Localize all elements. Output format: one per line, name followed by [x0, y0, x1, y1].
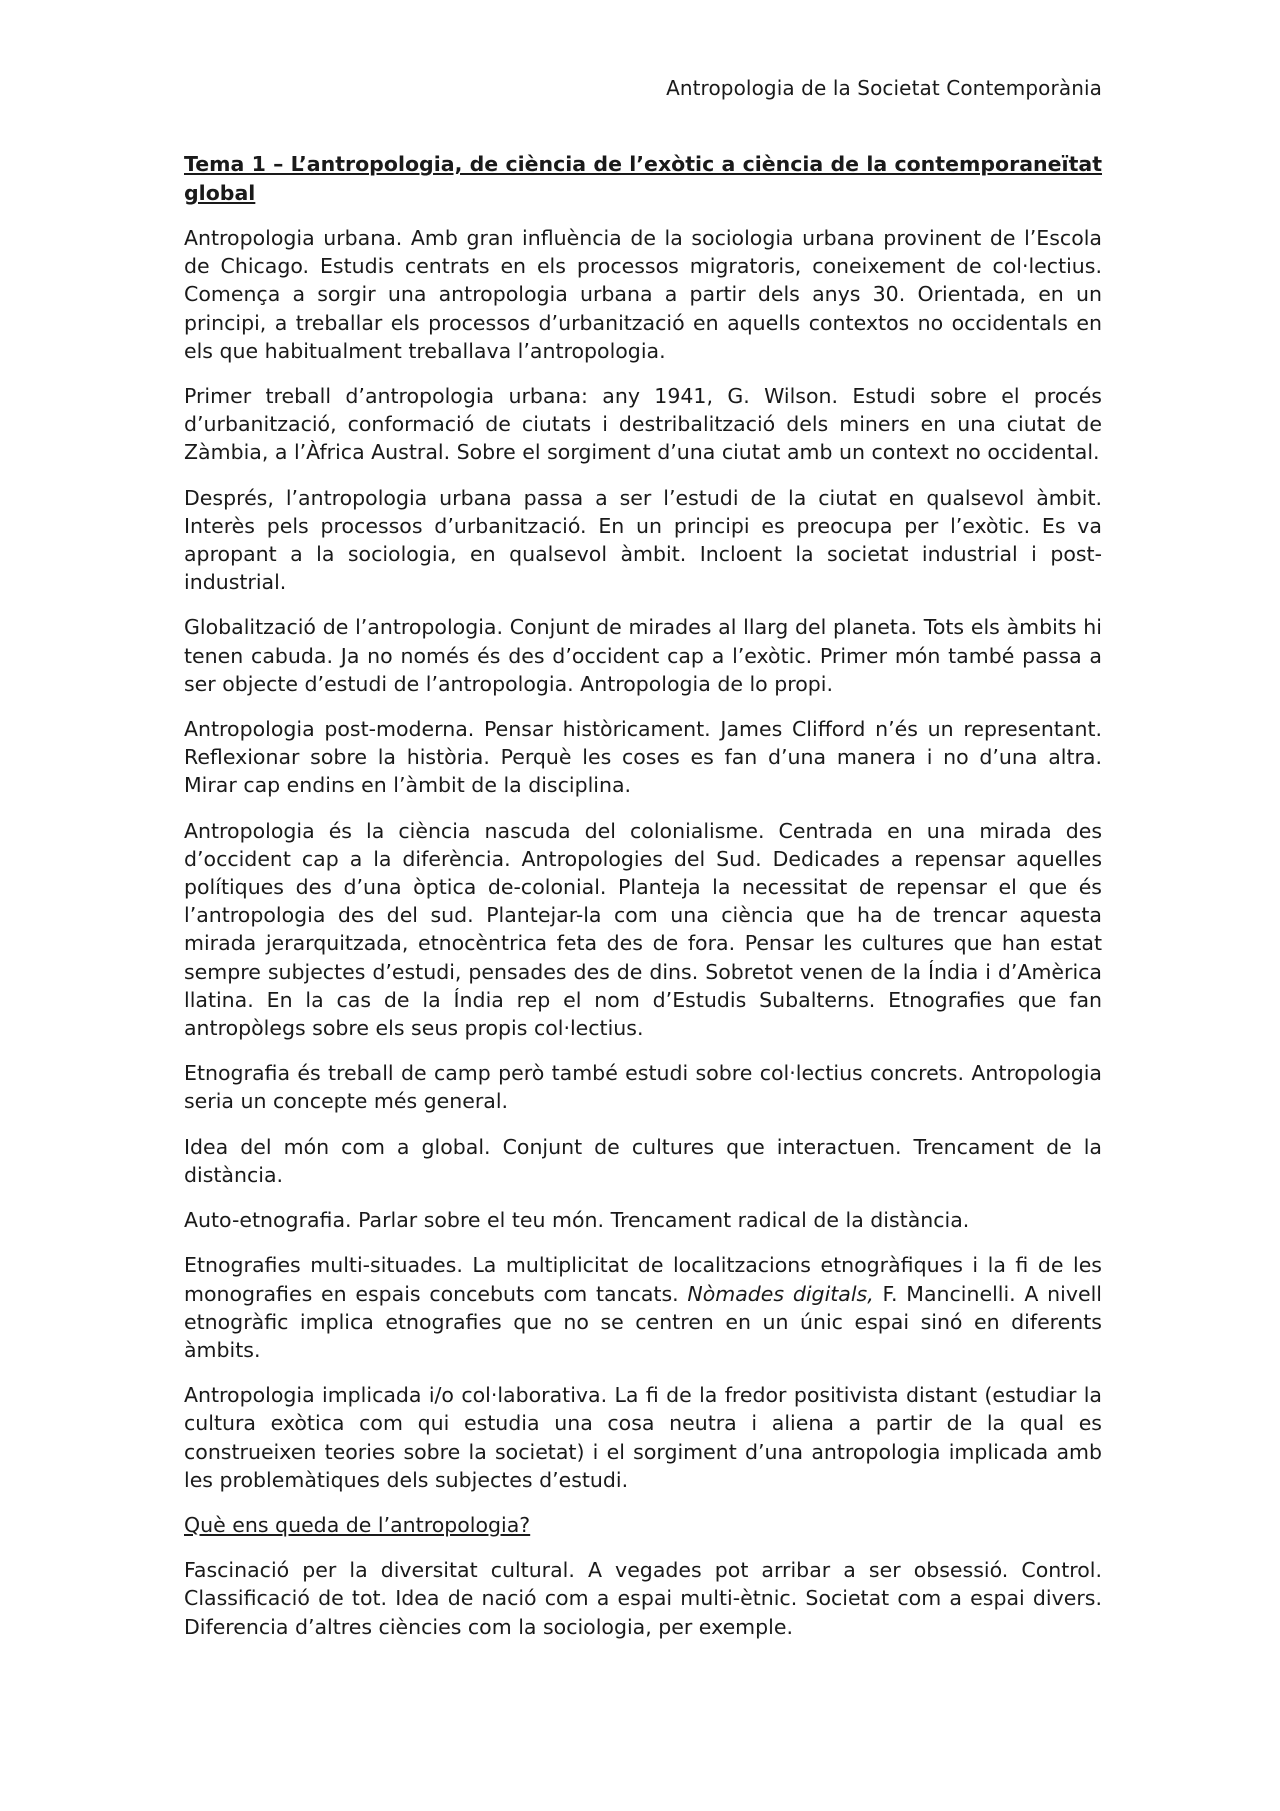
- subheading: Què ens queda de l’antropologia?: [184, 1512, 531, 1537]
- document-body: [184, 150, 1102, 1658]
- paragraph-closing: Fascinació per la diversitat cultural. A vegades pot arribar a ser obsessió. Control. Classificació de tot. Idea de nació com a espai multi-ètnic. Societat com a espai divers. Diferencia d’altres ciències com la sociologia, per exemple.: [184, 1558, 1102, 1639]
- paragraph-postmodern: Antropologia post-moderna. Pensar històricament. James Clifford n’és un representant. Reflexionar sobre la història. Perquè les coses es fan d’una manera i no d’una altra. Mirar cap endins en l’àmbit de la disciplina.: [184, 717, 1102, 798]
- paragraph-implicated: Antropologia implicada i/o col·laborativa. La fi de la fredor positivista distant (estudiar la cultura exòtica com qui estudia una cosa neutra i aliena a partir de la qual es construeixen teories sobre la societat) i el sorgiment d’una antropologia implicada amb les problemàtiques dels subjectes d’estudi.: [184, 1383, 1102, 1492]
- multi-sited-italic-title: Nòmades digitals,: [687, 1281, 874, 1306]
- paragraph-urban-anthropology: Antropologia urbana. Amb gran influència de la sociologia urbana provinent de l’Escola de Chicago. Estudis centrats en els processos migratoris, coneixement de col·lectius. Comença a sorgir una antropologia urbana a partir dels anys 30. Orientada, en un principi, a treballar els processos d’urbanització en aquells contextos no occidentals en els que habitualment treballava l’antropologia.: [184, 226, 1102, 363]
- multi-sited-text-after: F. Mancinelli. A nivell etnogràfic implica etnografies que no se centren en un únic espai sinó en diferents àmbits.: [184, 1281, 1102, 1362]
- paragraph-auto-ethnography: Auto-etnografia. Parlar sobre el teu món. Trencament radical de la distància.: [184, 1208, 970, 1233]
- section-title: Tema 1 – L’antropologia, de ciència de l’exòtic a ciència de la contemporaneïtat global: [184, 152, 1102, 205]
- running-header: Antropologia de la Societat Contemporània: [666, 76, 1102, 100]
- paragraph-colonialism: Antropologia és la ciència nascuda del colonialisme. Centrada en una mirada des d’occident cap a la diferència. Antropologies del Sud. Dedicades a repensar aquelles polítiques des d’una òptica de-colonial. Planteja la necessitat de repensar el que és l’antropologia des del sud. Plantejar-la com una ciència que ha de trencar aquesta mirada jerarquitzada, etnocèntrica feta des de fora. Pensar les cultures que han estat sempre subjectes d’estudi, pensades des de dins. Sobretot venen de la Índia i d’Amèrica llatina. En la cas de la Índia rep el nom d’Estudis Subalterns. Etnografies que fan antropòlegs sobre els seus propis col·lectius.: [184, 818, 1102, 1041]
- paragraph-global-world: Idea del món com a global. Conjunt de cultures que interactuen. Trencament de la distància.: [184, 1134, 1102, 1187]
- paragraph-multi-sited: [184, 1251, 1102, 1364]
- paragraph-first-work: Primer treball d’antropologia urbana: any 1941, G. Wilson. Estudi sobre el procés d’urbanització, conformació de ciutats i destribalització dels miners en una ciutat de Zàmbia, a l’Àfrica Austral. Sobre el sorgiment d’una ciutat amb un context no occidental.: [184, 384, 1102, 465]
- multi-sited-text-before: Etnografies multi-situades. La multiplicitat de localitzacions etnogràfiques i la fi de les monografies en espais concebuts com tancats.: [184, 1253, 1102, 1306]
- paragraph-ethnography: Etnografia és treball de camp però també estudi sobre col·lectius concrets. Antropologia seria un concepte més general.: [184, 1061, 1102, 1114]
- paragraph-after: Després, l’antropologia urbana passa a ser l’estudi de la ciutat en qualsevol àmbit. Interès pels processos d’urbanització. En un principi es preocupa per l’exòtic. Es va apropant a la sociologia, en qualsevol àmbit. Incloent la societat industrial i post-industrial.: [184, 485, 1102, 595]
- paragraph-globalization: Globalització de l’antropologia. Conjunt de mirades al llarg del planeta. Tots els àmbits hi tenen cabuda. Ja no només és des d’occident cap a l’exòtic. Primer món també passa a ser objecte d’estudi de l’antropologia. Antropologia de lo propi.: [184, 615, 1102, 696]
